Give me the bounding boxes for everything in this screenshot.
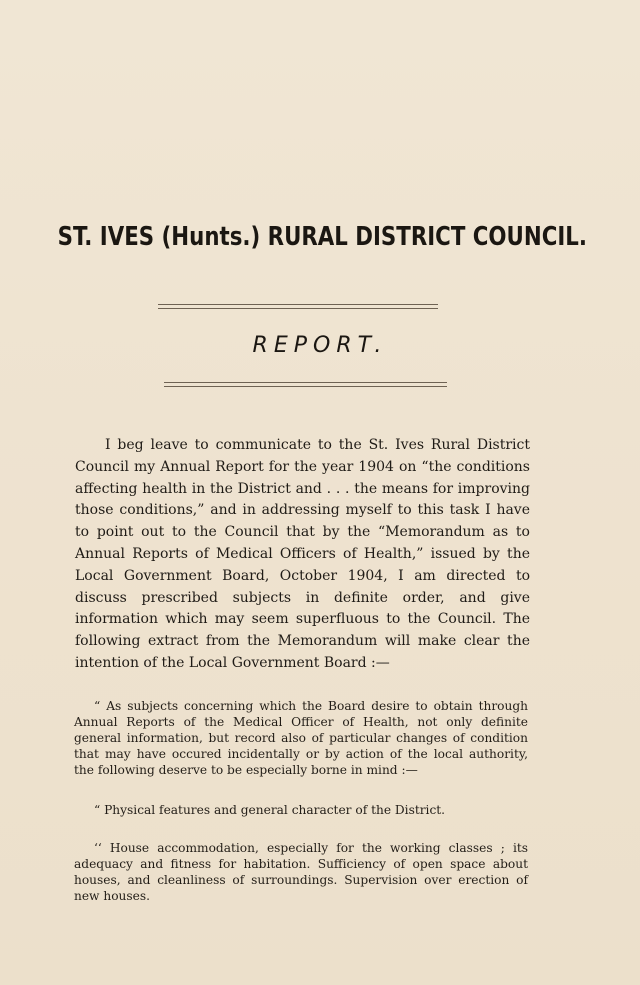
body-paragraph: I beg leave to communicate to the St. Ives Rural District Council my Annual Report for the year 1904 on “the conditions affecting health in the District and . . . the means for improving those conditions,” and in addressing myself to this task I have to point out to the Council that by the “Memorandum as to Annual Reports of Medical Officers of Health,” issued by the Local Government Board, October 1904, I am directed to discuss prescribed subjects in definite order, and give information which may seem superfluous to the Council. The following extract from the Memorandum will make clear the intention of the Local Government Board :— (75, 437, 530, 671)
top-divider (158, 304, 438, 305)
quote-paragraph-intro: “ As subjects concerning which the Board desire to obtain through Annual Reports of the Medical Officer of Health, not only definite general information, but record also of particular changes of condition that may have occured incidentally or by action of the local authority, the following deserve to be especially borne in mind :— (74, 699, 528, 777)
council-heading: ST. IVES (Hunts.) RURAL DISTRICT COUNCIL. (57, 222, 587, 252)
quote-paragraph-physical-features: “ Physical features and general character of the District. (94, 803, 446, 817)
report-title: REPORT. (252, 333, 388, 358)
bottom-divider (164, 382, 447, 383)
quote-paragraph-house-accommodation: ‘‘ House accommodation, especially for the working classes ; its adequacy and fitness for habitation. Sufficiency of open space about houses, and cleanliness of surroundings. Supervision over erection of new houses. (74, 841, 528, 903)
